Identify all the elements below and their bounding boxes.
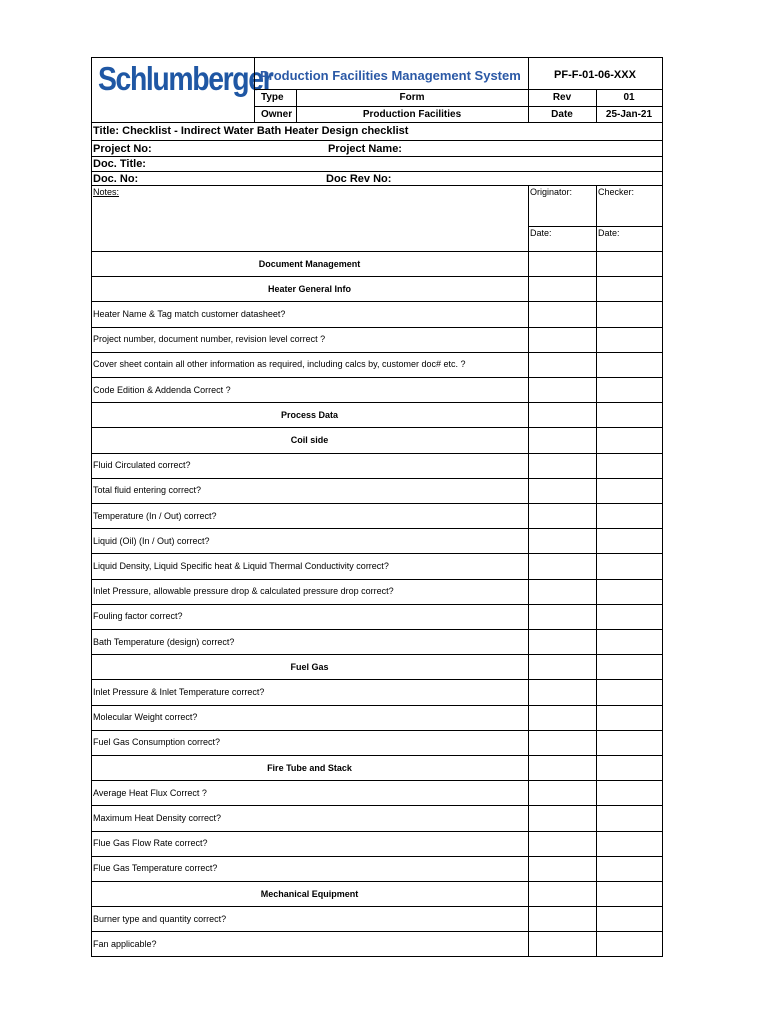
rev-label: Rev [552,92,572,103]
checker-label: Checker: [598,187,635,197]
checklist-item-text: Flue Gas Flow Rate correct? [93,838,208,849]
section-heading: Fuel Gas [290,661,329,672]
originator-check-cell[interactable] [529,780,595,805]
doc-code: PF-F-01-06-XXX [554,69,636,81]
checklist-title: Title: Checklist - Indirect Water Bath Heater Design checklist [93,125,409,137]
checklist-item-text: Project number, document number, revision level correct ? [93,334,326,345]
checker-check-cell [597,654,662,679]
doc-rev-no-label: Doc Rev No: [326,172,392,185]
checker-check-cell[interactable] [597,730,662,755]
checklist-item-text: Liquid (Oil) (In / Out) correct? [93,535,210,546]
checklist-item-text: Fouling factor correct? [93,611,183,622]
originator-check-cell[interactable] [529,856,595,881]
originator-check-cell [529,276,595,301]
checklist-item-text: Total fluid entering correct? [93,485,202,496]
originator-check-cell[interactable] [529,579,595,604]
notes-label: Notes: [93,187,120,197]
checker-check-cell[interactable] [597,805,662,830]
originator-check-cell[interactable] [529,730,595,755]
originator-check-cell[interactable] [529,629,595,654]
section-heading: Fire Tube and Stack [267,762,352,773]
project-name-label: Project Name: [328,143,402,155]
owner-value: Production Facilities [362,108,462,120]
originator-check-cell[interactable] [529,604,595,629]
originator-check-cell[interactable] [529,301,595,326]
checklist-item-text: Cover sheet contain all other information as required, including calcs by, customer doc# etc. ? [93,359,466,370]
originator-check-cell[interactable] [529,705,595,730]
checker-check-cell [597,251,662,276]
checker-check-cell[interactable] [597,579,662,604]
originator-check-cell[interactable] [529,831,595,856]
originator-check-cell [529,881,595,906]
checklist-item-text: Burner type and quantity correct? [93,913,227,924]
checklist-item-text: Average Heat Flux Correct ? [93,787,207,798]
type-value: Form [399,92,425,103]
checker-check-cell[interactable] [597,931,662,956]
originator-check-cell[interactable] [529,327,595,352]
checker-check-cell[interactable] [597,604,662,629]
schlumberger-logo: Schlumberger [98,60,273,97]
section-heading: Heater General Info [267,283,352,294]
checker-check-cell[interactable] [597,478,662,503]
checker-check-cell [597,427,662,452]
originator-check-cell[interactable] [529,377,595,402]
originator-check-cell[interactable] [529,906,595,931]
checker-check-cell [597,276,662,301]
checker-check-cell[interactable] [597,352,662,377]
originator-check-cell[interactable] [529,679,595,704]
section-heading: Document Management [258,258,361,269]
checker-check-cell[interactable] [597,503,662,528]
originator-date-label: Date: [530,228,552,238]
originator-check-cell[interactable] [529,453,595,478]
checklist-item-text: Inlet Pressure & Inlet Temperature correct? [93,686,265,697]
checker-check-cell[interactable] [597,553,662,578]
originator-check-cell[interactable] [529,478,595,503]
date-value: 25-Jan-21 [605,108,653,120]
originator-check-cell[interactable] [529,352,595,377]
originator-check-cell[interactable] [529,553,595,578]
checker-check-cell[interactable] [597,831,662,856]
originator-check-cell [529,654,595,679]
checklist-item-text: Fan applicable? [93,938,157,949]
checker-check-cell [597,402,662,427]
checklist-item-text: Heater Name & Tag match customer datasheet? [93,308,286,319]
checker-check-cell[interactable] [597,780,662,805]
checker-check-cell[interactable] [597,301,662,326]
checklist-item-text: Temperature (In / Out) correct? [93,510,217,521]
checker-check-cell[interactable] [597,856,662,881]
type-label: Type [261,92,284,103]
checklist-item-text: Fuel Gas Consumption correct? [93,737,221,748]
originator-check-cell [529,251,595,276]
section-heading: Process Data [280,409,339,420]
checker-check-cell[interactable] [597,906,662,931]
checklist-item-text: Code Edition & Addenda Correct ? [93,384,231,395]
rev-value: 01 [623,92,635,103]
originator-check-cell[interactable] [529,503,595,528]
checklist-item-text: Inlet Pressure, allowable pressure drop & calculated pressure drop correct? [93,586,394,597]
originator-label: Originator: [530,187,573,197]
checker-date-label: Date: [598,228,620,238]
checker-check-cell[interactable] [597,528,662,553]
system-title: Production Facilities Management System [260,67,521,83]
section-heading: Mechanical Equipment [260,888,359,899]
checker-check-cell[interactable] [597,327,662,352]
checklist-item-text: Bath Temperature (design) correct? [93,636,235,647]
originator-check-cell[interactable] [529,805,595,830]
checklist-item-text: Liquid Density, Liquid Specific heat & Liquid Thermal Conductivity correct? [93,560,389,571]
checklist-item-text: Fluid Circulated correct? [93,460,191,471]
checker-check-cell[interactable] [597,705,662,730]
checklist-item-text: Maximum Heat Density correct? [93,812,222,823]
checker-check-cell[interactable] [597,453,662,478]
checklist-item-text: Flue Gas Temperature correct? [93,863,218,874]
originator-check-cell [529,402,595,427]
originator-check-cell [529,755,595,780]
doc-title-label: Doc. Title: [93,158,146,170]
checker-check-cell[interactable] [597,679,662,704]
date-label: Date [551,108,573,120]
originator-check-cell [529,427,595,452]
owner-label: Owner [261,108,293,120]
section-heading: Coil side [290,434,329,445]
project-no-label: Project No: [93,143,152,155]
originator-check-cell[interactable] [529,528,595,553]
checker-check-cell[interactable] [597,377,662,402]
originator-check-cell[interactable] [529,931,595,956]
doc-no-label: Doc. No: [93,172,139,185]
checker-check-cell [597,755,662,780]
checker-check-cell[interactable] [597,629,662,654]
checker-check-cell [597,881,662,906]
checklist-item-text: Molecular Weight correct? [93,712,198,723]
